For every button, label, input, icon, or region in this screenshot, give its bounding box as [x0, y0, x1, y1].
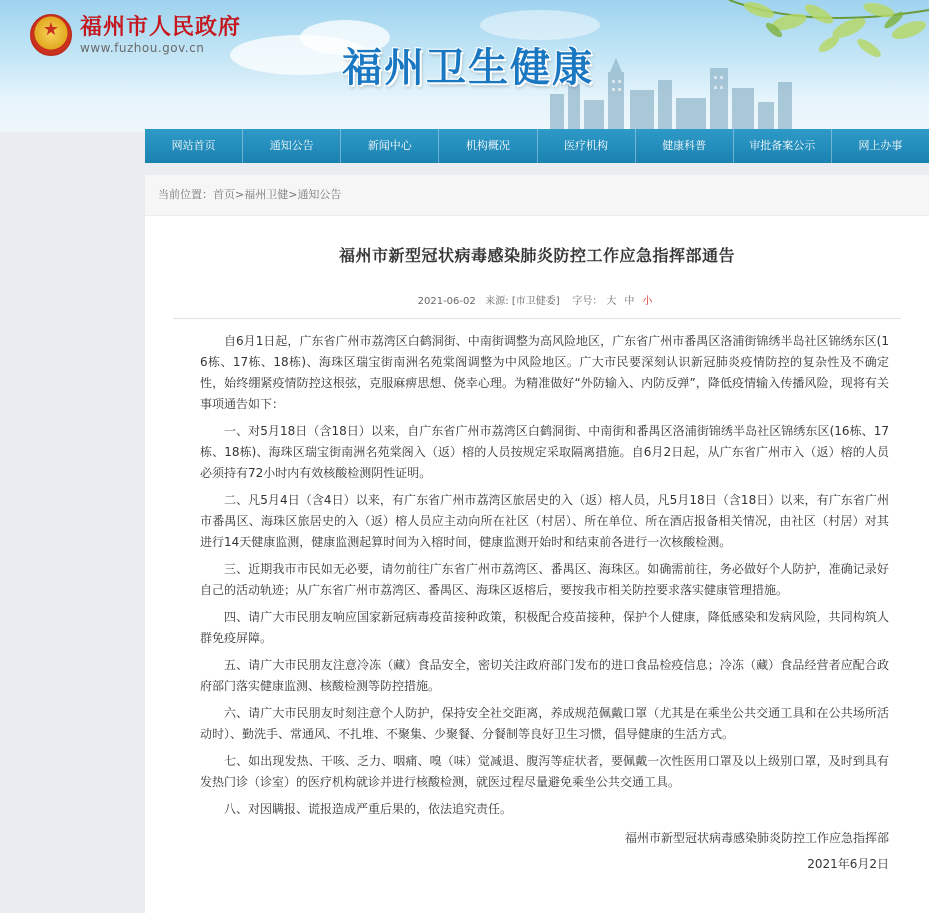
nav-item-notices[interactable]: 通知公告	[242, 129, 340, 163]
site-url: www.fuzhou.gov.cn	[80, 41, 205, 55]
nav-item-home[interactable]: 网站首页	[171, 139, 216, 152]
article-paragraph: 五、请广大市民朋友注意冷冻（藏）食品安全，密切关注政府部门发布的进口食品检疫信息；冷冻（藏）食品经营者应配合政府部门落实健康监测、核酸检测等防控措施。	[200, 658, 889, 693]
nav-item-online-services[interactable]: 网上办事	[831, 129, 929, 163]
national-emblem-icon	[30, 14, 72, 56]
article-paragraph: 自6月1日起，广东省广州市荔湾区白鹤洞街、中南街调整为高风险地区，广东省广州市番禺区洛浦街锦绣半岛社区锦绣东区(16栋、17栋、18栋)、海珠区瑞宝街南洲名苑棠阁调整为中风险地区。广大市民要深刻认识新冠肺炎疫情防控的复杂性及不确定性，始终绷紧疫情防控这根弦，克服麻痹思想、侥幸心理。为精准做好“外防输入、内防反弹”，降低疫情输入传播风险，现将有关事项通告如下：	[200, 334, 889, 411]
font-size-large-link[interactable]: 大	[606, 296, 617, 307]
breadcrumb	[145, 175, 929, 216]
nav-item-medical-institutions[interactable]: 医疗机构	[537, 129, 635, 163]
signature-date: 2021年6月2日	[807, 857, 889, 871]
article-paragraph: 六、请广大市民朋友时刻注意个人防护，保持安全社交距离，养成规范佩戴口罩（尤其是在乘坐公共交通工具和在公共场所活动时）、勤洗手、常通风、不扎堆、不聚集、少聚餐、分餐制等良好卫生习惯，倡导健康的生活方式。	[200, 706, 889, 741]
nav-item-health-science[interactable]: 健康科普	[635, 129, 733, 163]
article-body	[145, 319, 929, 820]
breadcrumb-home-link[interactable]: 首页	[213, 188, 235, 201]
article-title: 福州市新型冠状病毒感染肺炎防控工作应急指挥部通告	[338, 246, 735, 265]
font-size-label: 字号：	[572, 296, 603, 307]
site-name: 福州市人民政府	[80, 14, 242, 40]
article-paragraph: 七、如出现发热、干咳、乏力、咽痛、嗅（味）觉减退、腹泻等症状者，要佩戴一次性医用口罩及以上级别口罩，及时到具有发热门诊（诊室）的医疗机构就诊并进行核酸检测，就医过程尽量避免乘坐公共交通工具。	[200, 754, 889, 789]
nav-item-about[interactable]: 机构概况	[438, 129, 536, 163]
site-logo[interactable]	[30, 14, 241, 56]
main-nav	[145, 129, 929, 163]
article-meta	[145, 292, 929, 307]
article-source: 来源: [市卫健委]	[485, 296, 560, 307]
article-paragraph: 二、凡5月4日（含4日）以来，有广东省广州市荔湾区旅居史的入（返）榕人员，凡5月18日（含18日）以来，有广东省广州市番禺区、海珠区旅居史的入（返）榕人员应主动向所在社区（村居）、所在单位、所在酒店报备相关情况，由社区（村居）对其进行14天健康监测，健康监测起算时间为入榕时间，健康监测开始时和结束前各进行一次核酸检测。	[200, 493, 889, 549]
breadcrumb-current-link[interactable]: 通知公告	[297, 188, 342, 201]
font-size-small-link[interactable]: 小	[642, 296, 653, 307]
signature-org: 福州市新型冠状病毒感染肺炎防控工作应急指挥部	[624, 831, 889, 845]
article-paragraph: 八、对因瞒报、谎报造成严重后果的，依法追究责任。	[224, 802, 513, 816]
breadcrumb-section-link[interactable]: 福州卫健	[244, 188, 289, 201]
article-paragraph: 一、对5月18日（含18日）以来，自广东省广州市荔湾区白鹤洞街、中南街和番禺区洛浦街锦绣半岛社区锦绣东区(16栋、17栋、18栋)、海珠区瑞宝街南洲名苑棠阁入（返）榕的人员按规定采取隔离措施。自6月2日起，从广东省广州市入（返）榕的人员必须持有72小时内有效核酸检测阴性证明。	[200, 424, 889, 480]
article-paragraph: 四、请广大市民朋友响应国家新冠病毒疫苗接种政策，积极配合疫苗接种，保护个人健康，降低感染和发病风险，共同构筑人群免疫屏障。	[200, 610, 889, 645]
font-size-medium-link[interactable]: 中	[624, 296, 635, 307]
brand-title: 福州卫生健康	[342, 45, 594, 91]
leaves-decoration	[669, 0, 929, 132]
breadcrumb-separator: >	[288, 188, 298, 201]
nav-item-news[interactable]: 新闻中心	[340, 129, 438, 163]
breadcrumb-separator: >	[235, 188, 245, 201]
breadcrumb-prefix: 当前位置：	[158, 188, 213, 201]
content-panel	[145, 175, 929, 913]
article-paragraph: 三、近期我市市民如无必要，请勿前往广东省广州市荔湾区、番禺区、海珠区。如确需前往，务必做好个人防护，准确记录好自己的活动轨迹；从广东省广州市荔湾区、番禺区、海珠区返榕后，要按我市相关防控要求落实健康管理措施。	[200, 562, 889, 597]
nav-item-approval-publicity[interactable]: 审批备案公示	[733, 129, 831, 163]
article-date: 2021-06-02	[417, 296, 476, 307]
header-banner	[0, 0, 929, 132]
